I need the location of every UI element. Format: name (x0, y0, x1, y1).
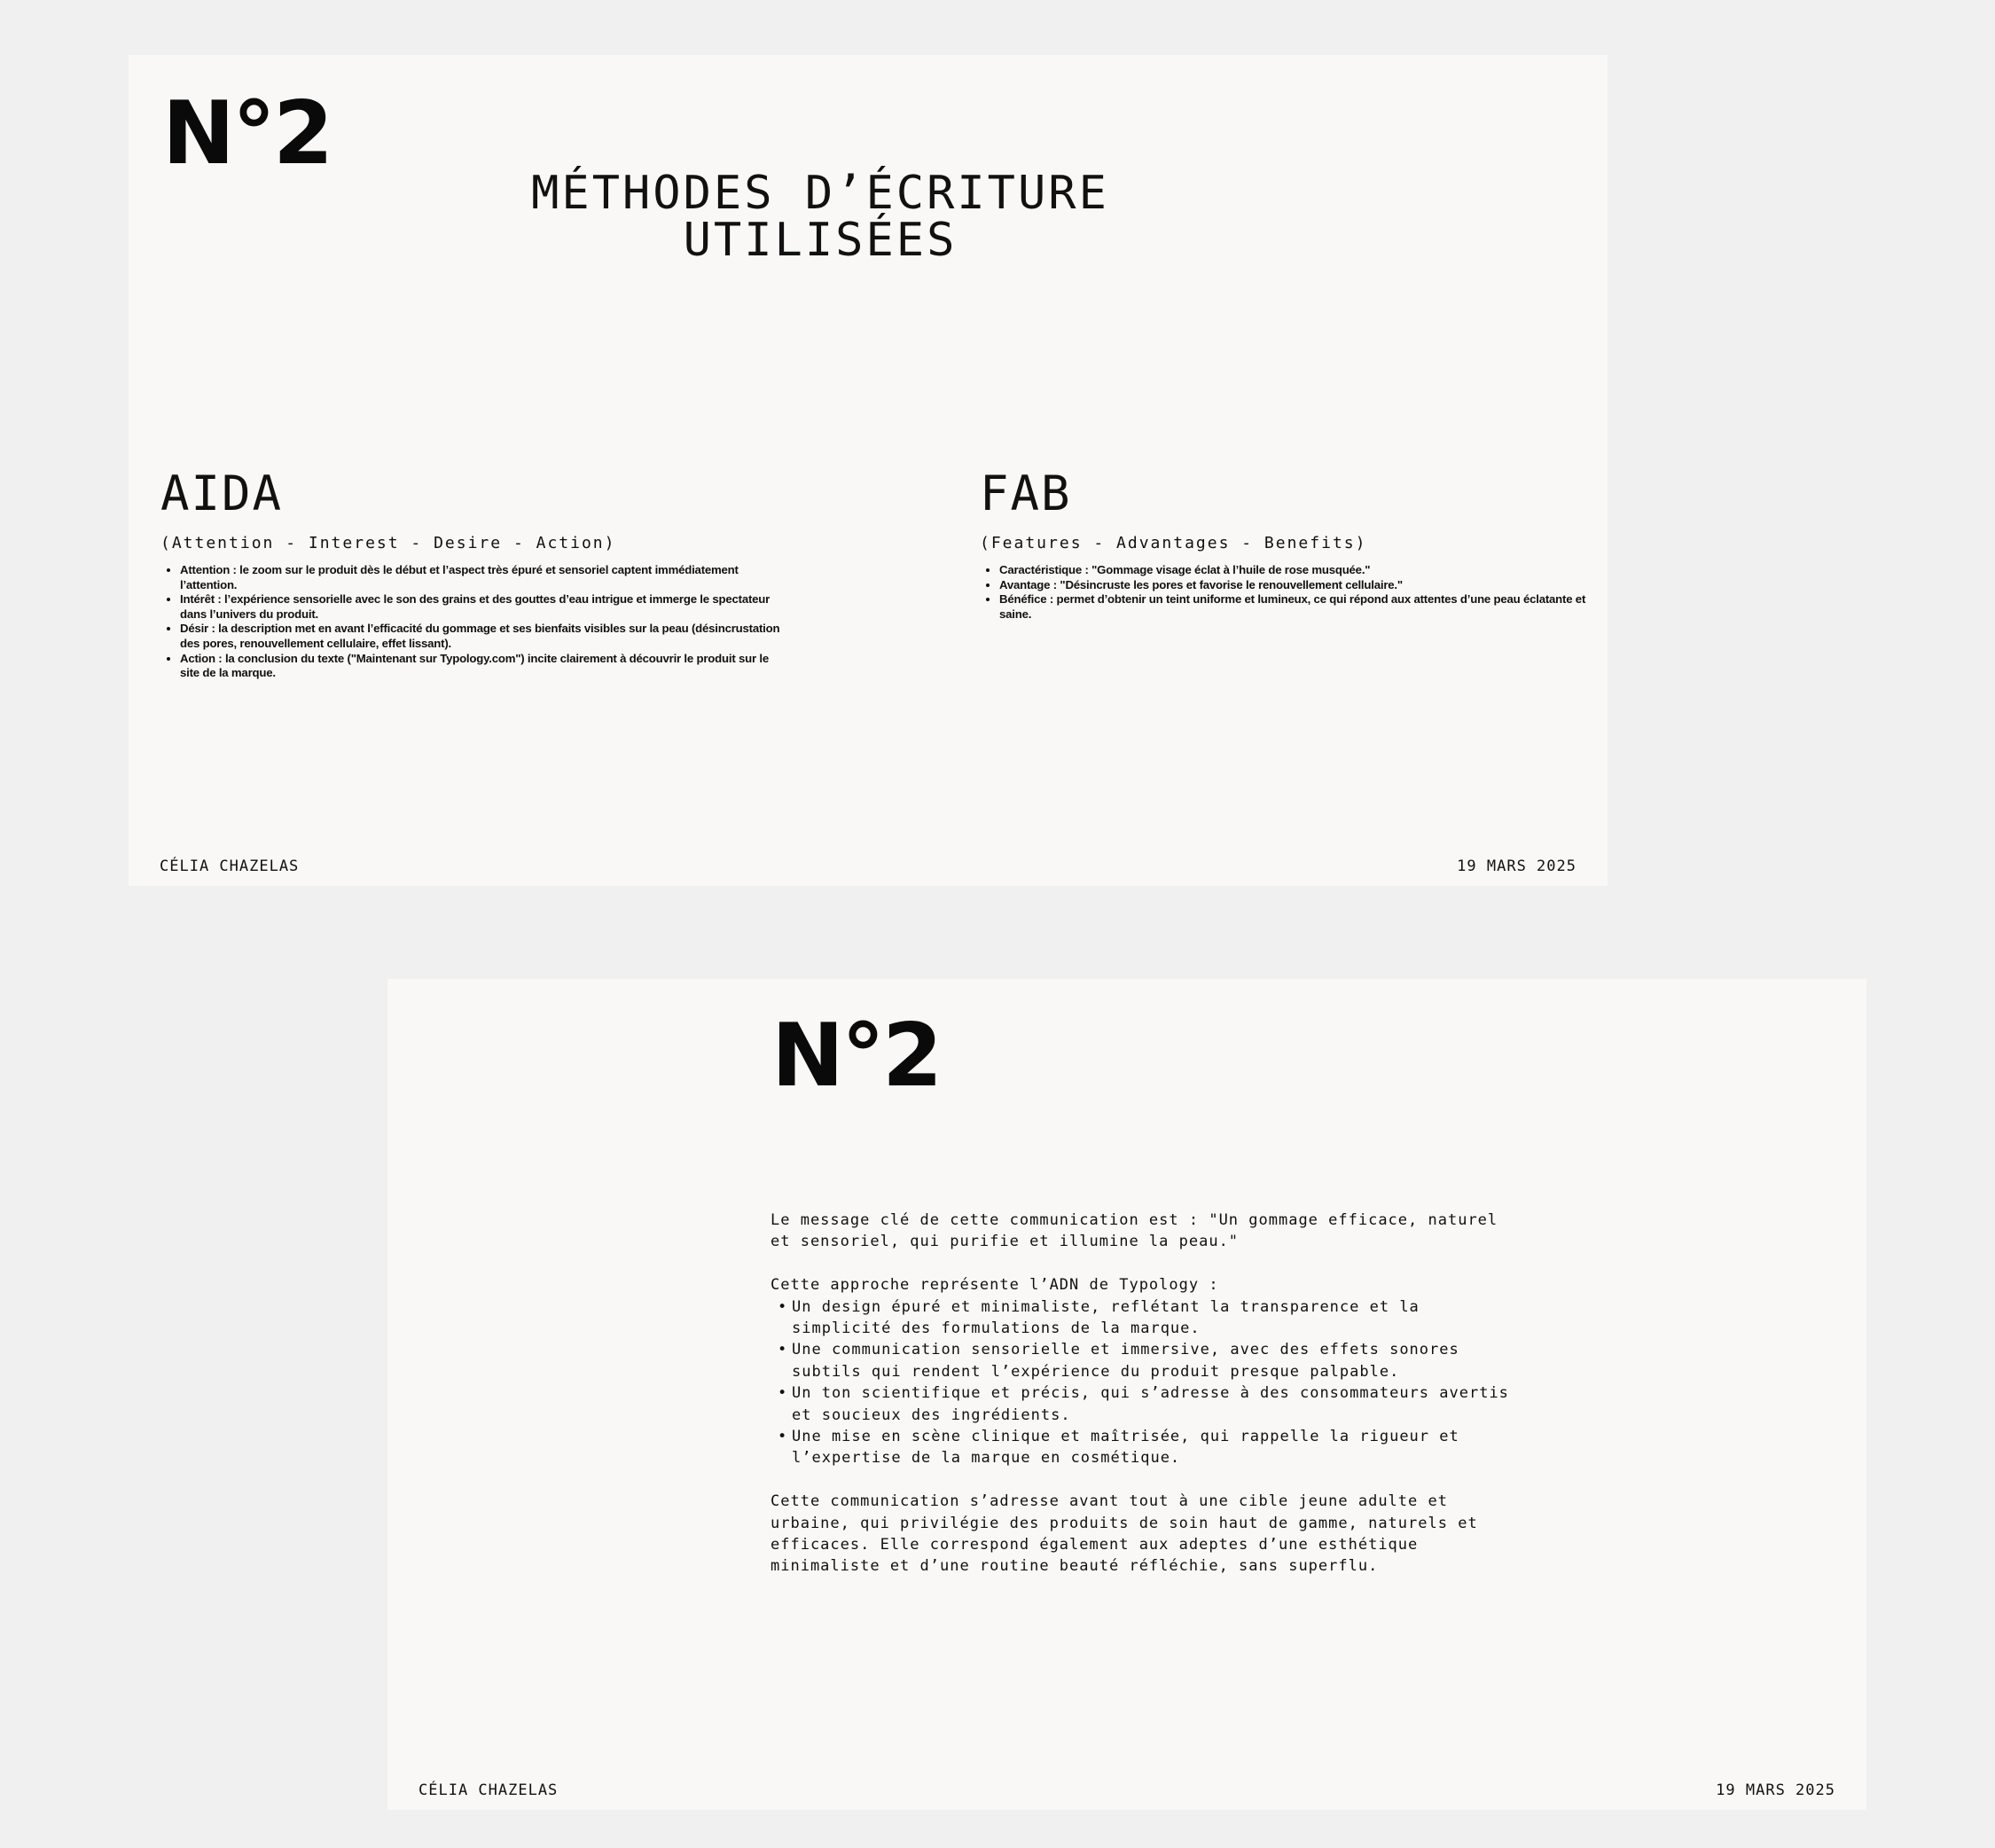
body-text (771, 1210, 1515, 1578)
adn-item-communication: • Une communication sensorielle et immersive, avec des effets sonores subtils qui rendent l’expérience du produit presque palpable. (792, 1339, 1515, 1382)
fab-list (980, 563, 1600, 622)
adn-item-tone: • Un ton scientifique et précis, qui s’adresse à des consommateurs avertis et soucieux des ingrédients. (792, 1382, 1515, 1426)
fab-item-benefit: • Bénéfice : permet d’obtenir un teint uniforme et lumineux, ce qui répond aux attentes d’une peau éclatante et saine. (999, 592, 1600, 622)
aida-list (160, 563, 781, 681)
target-paragraph: Cette communication s’adresse avant tout à une cible jeune adulte et urbaine, qui privilégie des produits de soin haut de gamme, naturels et efficaces. Elle correspond également aux adeptes d’une esthétique minimaliste et d’une routine beauté réfléchie, sans superflu. (771, 1492, 1478, 1576)
footer-date: 19 MARS 2025 (1716, 1781, 1835, 1799)
adn-item-design: • Un design épuré et minimaliste, reflétant la transparence et la simplicité des formulations de la marque. (792, 1296, 1515, 1340)
fab-subtitle: (Features - Advantages - Benefits) (980, 534, 1367, 552)
slide-title-line2: UTILISÉES (683, 214, 958, 267)
aida-subtitle: (Attention - Interest - Desire - Action) (160, 534, 616, 552)
aida-item-attention: • Attention : le zoom sur le produit dès le début et l’aspect très épuré et sensoriel captent immédiatement l’attention. (180, 563, 781, 592)
adn-list (771, 1296, 1515, 1469)
slide-key-message (387, 979, 1866, 1810)
fab-item-feature: • Caractéristique : "Gommage visage éclat à l’huile de rose musquée." (999, 563, 1600, 578)
paragraph-spacer (771, 1253, 1515, 1274)
footer-author: CÉLIA CHAZELAS (160, 857, 300, 875)
fab-item-advantage: • Avantage : "Désincruste les pores et favorise le renouvellement cellulaire." (999, 578, 1600, 593)
aida-item-interest: • Intérêt : l’expérience sensorielle avec le son des grains et des gouttes d’eau intrigue et immerge le spectateur dans l’univers du produit. (180, 592, 781, 622)
slide-title (483, 167, 1512, 267)
key-message-paragraph: Le message clé de cette communication est : "Un gommage efficace, naturel et sensoriel, qui purifie et illumine la peau." (771, 1211, 1498, 1251)
slide-title-line1: MÉTHODES D’ÉCRITURE (531, 167, 1109, 220)
fab-section (980, 466, 1600, 622)
brand-logo: N°2 (162, 83, 332, 184)
fab-heading: FAB (980, 466, 1072, 521)
aida-section (160, 466, 781, 681)
aida-item-action: • Action : la conclusion du texte ("Maintenant sur Typology.com") incite clairement à découvrir le produit sur le site de la marque. (180, 652, 781, 681)
paragraph-spacer (771, 1469, 1515, 1491)
slide-aida-fab (129, 55, 1608, 886)
footer-date: 19 MARS 2025 (1457, 857, 1576, 875)
footer-author: CÉLIA CHAZELAS (419, 1781, 559, 1799)
aida-heading: AIDA (160, 466, 284, 521)
adn-item-staging: • Une mise en scène clinique et maîtrisée, qui rappelle la rigueur et l’expertise de la marque en cosmétique. (792, 1426, 1515, 1469)
aida-item-desire: • Désir : la description met en avant l’efficacité du gommage et ses bienfaits visibles sur la peau (désincrustation des pores, renouvellement cellulaire, effet lissant). (180, 622, 781, 651)
brand-logo: N°2 (771, 1006, 941, 1107)
adn-lead: Cette approche représente l’ADN de Typology : (771, 1276, 1219, 1295)
